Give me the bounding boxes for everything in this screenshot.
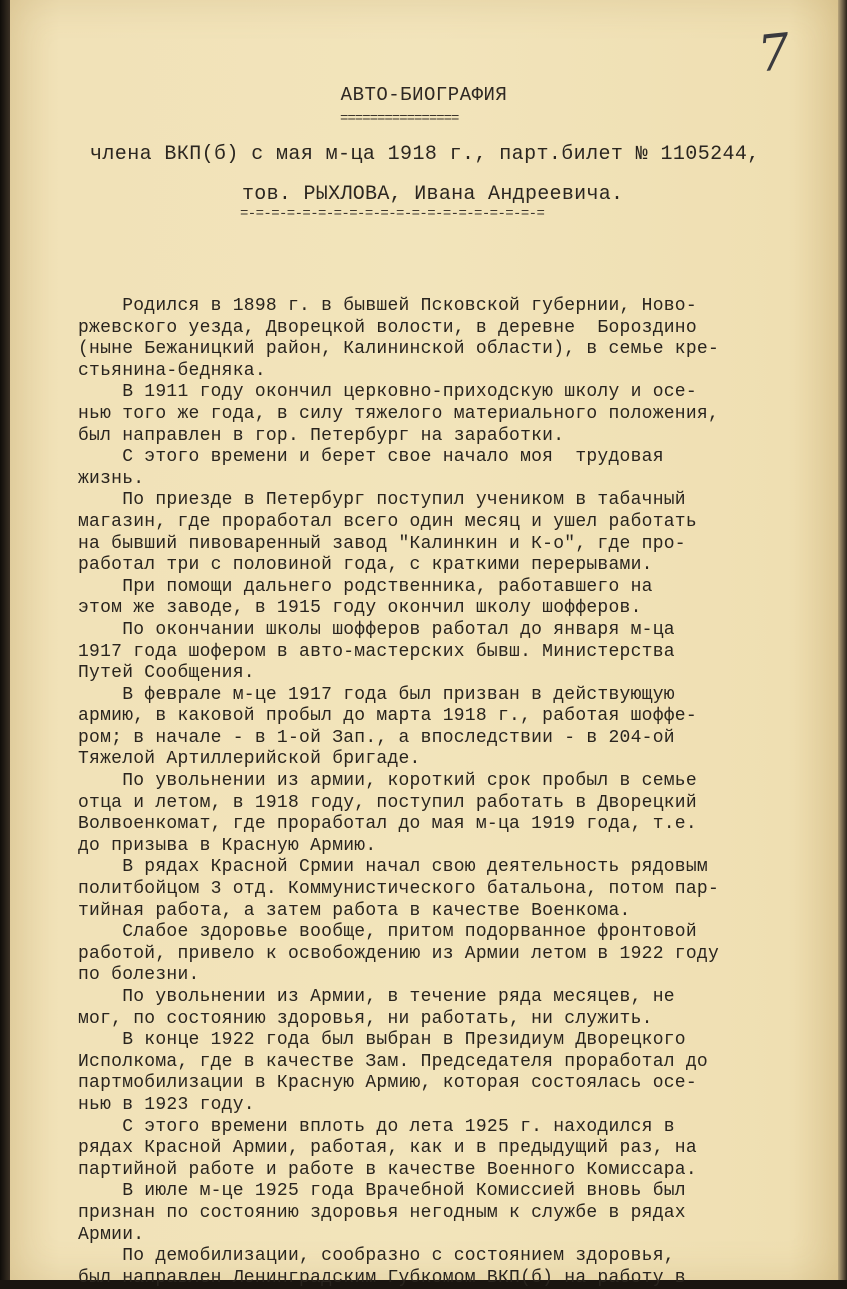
body-line: Волвоенкомат, где проработал до мая м-ца 1919 года, т.е. [78, 814, 697, 835]
document-page [10, 0, 838, 1288]
body-line: Исполкома, где в качестве Зам. Председателя проработал до [78, 1051, 708, 1072]
body-line: Путей Сообщения. [78, 663, 255, 684]
body-line: 1917 года шофером в авто-мастерских бывш. Министерства [78, 641, 675, 662]
body-line: В июле м-це 1925 года Врачебной Комиссией вновь был [78, 1181, 686, 1202]
body-line: нью в 1923 году. [78, 1094, 255, 1115]
body-line: По увольнении из Армии, в течение ряда месяцев, не [78, 987, 675, 1007]
body-line: С этого времени и берет свое начало моя трудовая [78, 447, 664, 468]
body-line: был направлен в гор. Петербург на заработки. [78, 425, 565, 446]
title-underline: ================ [340, 111, 459, 127]
body-line: При помощи дальнего родственника, работавшего на [78, 576, 653, 597]
body-line: стьянина-бедняка. [78, 360, 266, 381]
body-line: отца и летом, в 1918 году, поступил работать в Дворецкий [78, 792, 697, 813]
body-line: В феврале м-це 1917 года был призван в действующую [78, 684, 675, 705]
body-line: жизнь. [78, 468, 145, 489]
body-line: По приезде в Петербург поступил учеником в табачный [78, 490, 686, 511]
member-name-line: тов. РЫХЛОВА, Ивана Андреевича. [242, 183, 624, 206]
body-line: Родился в 1898 г. в бывшей Псковской губернии, Ново- [78, 296, 697, 316]
body-line: По окончании школы шофферов работал до января м-ца [78, 619, 675, 640]
body-line: на бывший пивоваренный завод "Калинкин и К-о", где про- [78, 533, 686, 554]
body-line: партийной работе и работе в качестве Военного Комиссара. [78, 1159, 697, 1180]
body-line: этом же заводе, в 1915 году окончил школу шофферов. [78, 598, 642, 619]
body-line: мог, по состоянию здоровья, ни работать, ни служить. [78, 1008, 653, 1029]
name-underline: =-=-=-=-=-=-=-=-=-=-=-=-=-=-=-=-=-=-=-= [240, 206, 545, 222]
body-line: магазин, где проработал всего один месяц и ушел работать [78, 511, 697, 532]
binding-edge [0, 0, 10, 1280]
body-line: (ныне Бежаницкий район, Калининской области), в семье кре- [78, 339, 720, 360]
body-line: признан по состоянию здоровья негодным к службе в рядах [78, 1202, 686, 1223]
body-line: В 1911 году окончил церковно-приходскую школу и осе- [78, 382, 697, 403]
body-line: тийная работа, а затем работа в качестве Военкома. [78, 900, 631, 921]
body-line: до призыва в Красную Армию. [78, 835, 377, 856]
body-line: Тяжелой Артиллерийской бригаде. [78, 749, 421, 770]
body-line: Армии. [78, 1224, 145, 1245]
biography-body [78, 296, 838, 1289]
body-line: рядах Красной Армии, работая, как и в предыдущий раз, на [78, 1138, 697, 1159]
body-line: армию, в каковой пробыл до марта 1918 г., работая шоффе- [78, 706, 697, 727]
body-line: партмобилизации в Красную Армию, которая состоялась осе- [78, 1073, 697, 1094]
body-line: нью того же года, в силу тяжелого материального положения, [78, 403, 720, 424]
body-line: работал три с половиной года, с краткими перерывами. [78, 555, 653, 576]
member-info-line: члена ВКП(б) с мая м-ца 1918 г., парт.билет № 1105244, [90, 143, 760, 166]
body-line: политбойцом 3 отд. Коммунистического батальона, потом пар- [78, 879, 720, 900]
body-line: ром; в начале - в 1-ой Зап., а впоследствии - в 204-ой [78, 727, 675, 748]
page-edge-shadow [838, 0, 847, 1280]
body-line: По увольнении из армии, короткий срок пробыл в семье [78, 771, 697, 792]
body-line: С этого времени вплоть до лета 1925 г. находился в [78, 1116, 675, 1137]
body-line: В конце 1922 года был выбран в Президиум Дворецкого [78, 1030, 686, 1051]
body-line: В рядах Красной Срмии начал свою деятельность рядовым [78, 857, 708, 878]
body-line: работой, привело к освобождению из Армии летом в 1922 году [78, 943, 720, 964]
body-line: ржевского уезда, Дворецкой волости, в деревне Бороздино [78, 317, 697, 338]
body-line: по болезни. [78, 965, 200, 986]
body-line: был направлен Ленинградским Губкомом ВКП(б) на работу в [78, 1267, 686, 1288]
document-title: АВТО-БИОГРАФИЯ [340, 84, 508, 106]
body-line: По демобилизации, сообразно с состоянием здоровья, [78, 1246, 675, 1267]
folio-number: 7 [755, 22, 793, 84]
body-line: Слабое здоровье вообще, притом подорванное фронтовой [78, 922, 697, 943]
